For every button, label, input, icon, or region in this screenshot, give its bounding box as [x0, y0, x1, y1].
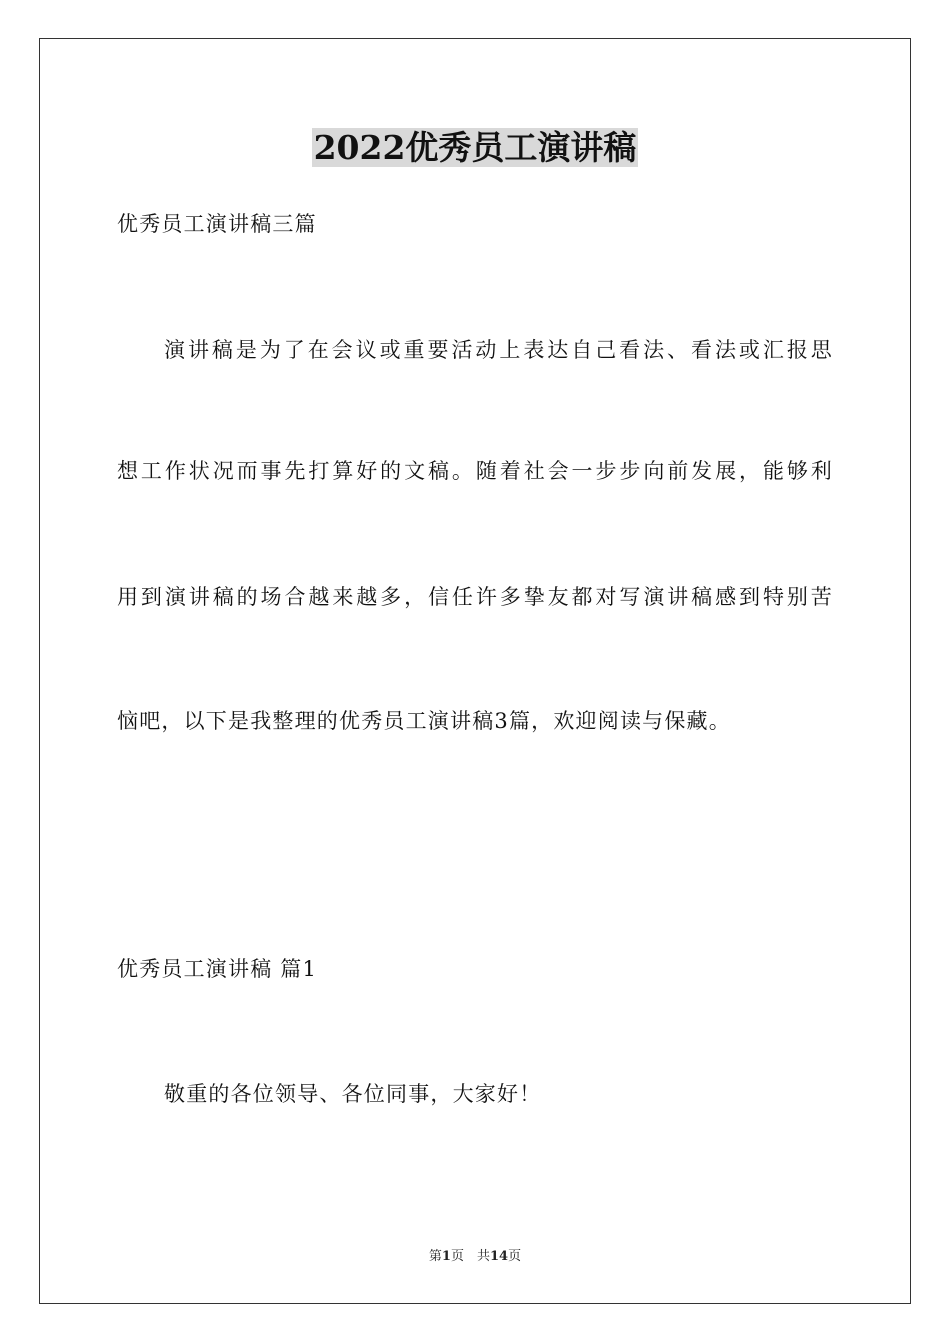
section-heading: 优秀员工演讲稿 篇1: [117, 957, 318, 981]
intro-line-1: 演讲稿是为了在会议或重要活动上表达自己看法、看法或汇报思: [164, 338, 833, 362]
document-subtitle: 优秀员工演讲稿三篇: [117, 212, 317, 236]
document-title-text: 2022优秀员工演讲稿: [313, 128, 637, 167]
intro-line-2: 想工作状况而事先打算好的文稿。随着社会一步步向前发展，能够利: [117, 459, 833, 483]
footer-page-current: 1: [441, 1249, 451, 1264]
greeting-line: 敬重的各位领导、各位同事，大家好！: [164, 1082, 542, 1106]
intro-line-4: 恼吧，以下是我整理的优秀员工演讲稿3篇，欢迎阅读与保藏。: [117, 709, 731, 733]
footer-page-prefix: 第: [428, 1249, 442, 1264]
footer-page-mid: 页 共: [450, 1249, 490, 1264]
page-footer: [0, 1248, 950, 1266]
document-title: [0, 128, 950, 168]
footer-page-suffix: 页: [508, 1249, 522, 1264]
intro-line-3: 用到演讲稿的场合越来越多，信任许多挚友都对写演讲稿感到特别苦: [117, 585, 833, 609]
footer-page-total: 14: [489, 1249, 509, 1264]
